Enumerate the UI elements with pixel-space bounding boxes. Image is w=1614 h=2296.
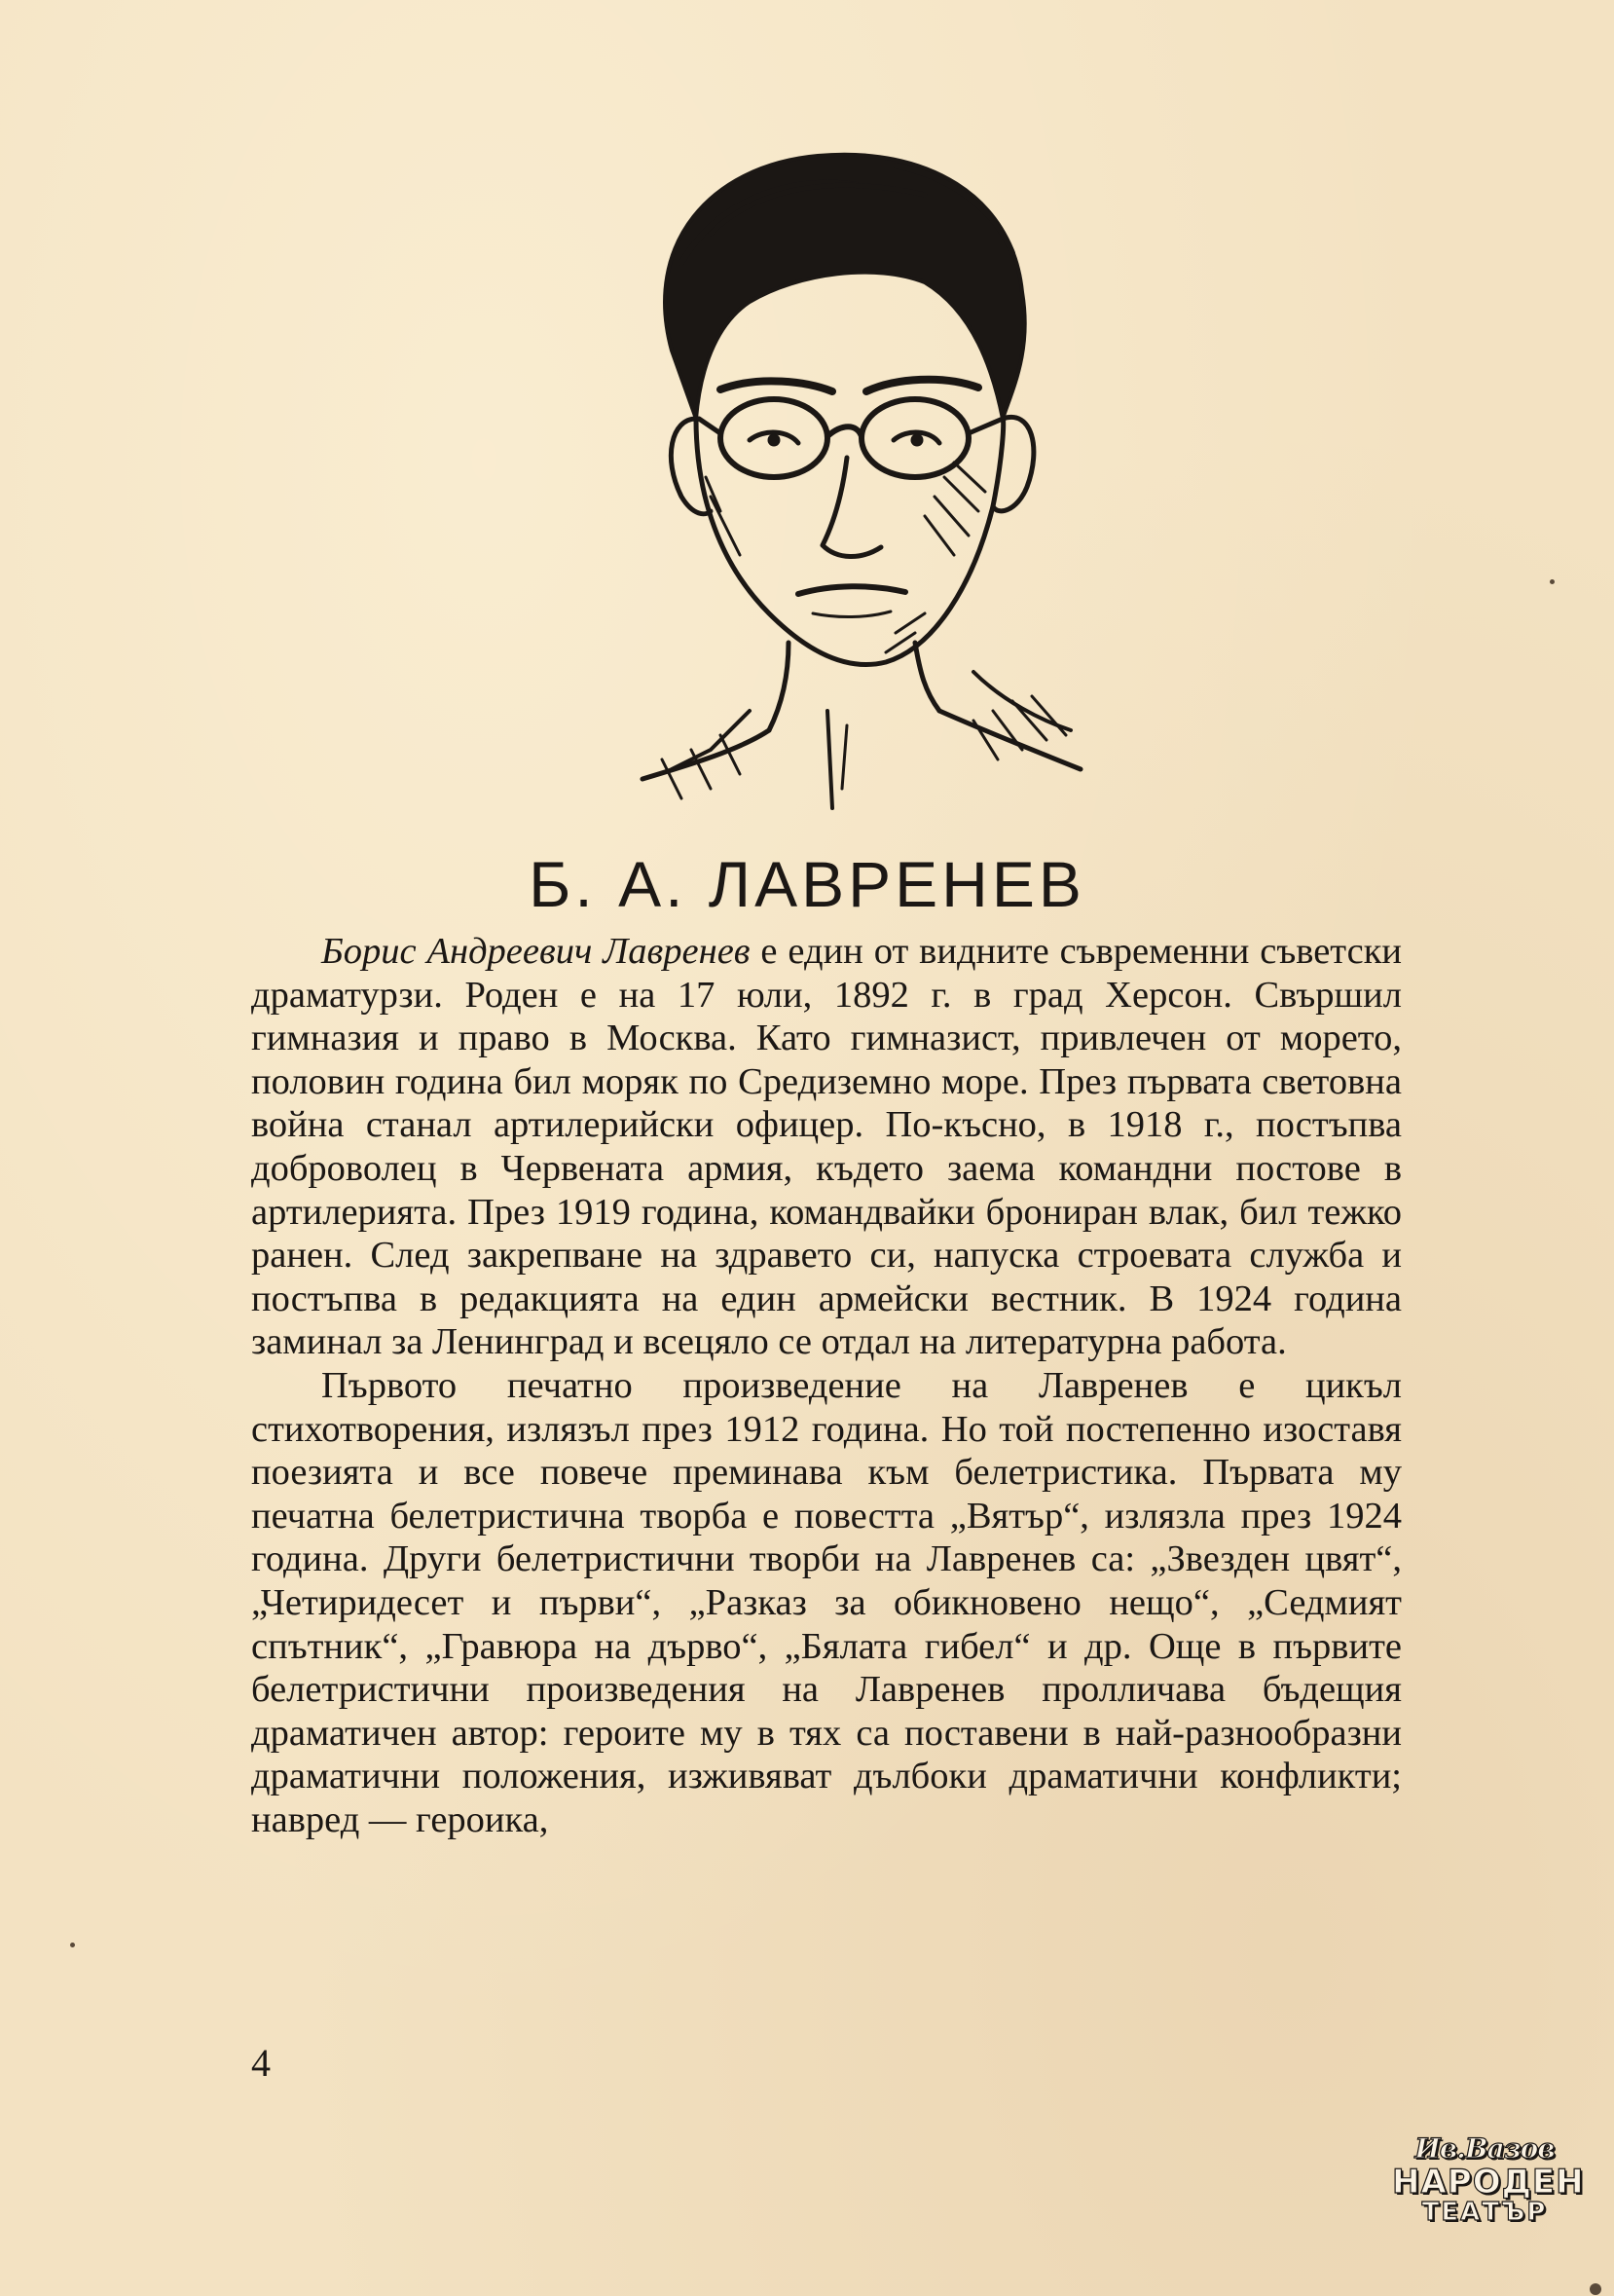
author-portrait-drawing [604, 127, 1090, 828]
stamp-signature: Ив.Вазов [1414, 2132, 1555, 2165]
paragraph-1 [251, 930, 1402, 1364]
paragraph-2: Първото печатно произведение на Лавренев е цикъл стихотворения, излязъл през 1912 година. Но той постепенно изоставя поезията и все повече преминава към белетристика. Първата му печатна белетристична творба е повестта „Вятър“, излязла през 1924 година. Други белетристични творби на Лавренев са: „Звезден цвят“, „Четиридесет и първи“, „Разказ за обикновено нещо“, „Седмият спътник“, „Гравюра на дърво“, „Бялата гибел“ и др. Още в първите белетристични произведения на Лавренев пролличава бъдещия драматичен автор: героите му в тях са поставени в най-разнообразни драматични положения, изживяват дълбоки драматични конфликти; навред — героика, [251, 1364, 1402, 1840]
paper-speck [70, 1943, 75, 1947]
paragraph-1-text: е един от видните съвременни съветски драматурзи. Роден е на 17 юли, 1892 г. в град Херсон. Свършил гимназия и право в Москва. Като гимназист, привлечен от морето, половин година бил моряк по Средиземно море. През първата световна война станал артилерийски офицер. По-късно, в 1918 г., постъпва доброволец в Червената армия, където заема командни постове в артилерията. През 1919 година, командвайки брониран влак, бил тежко ранен. След закрепване на здравето си, напуска строевата служба и постъпва в редакцията на един армейски вестник. В 1924 година заминал за Ленинград и всецяло се отдал на литературна работа. [251, 931, 1402, 1363]
author-full-name: Борис Андреевич Лавренев [321, 931, 751, 972]
paper-speck [1590, 2283, 1601, 2295]
stamp-line-1: НАРОДЕН [1392, 2163, 1585, 2202]
national-theatre-stamp-logo [1392, 2132, 1585, 2249]
author-title: Б. А. ЛАВРЕНЕВ [529, 848, 1085, 920]
paper-speck [1550, 579, 1555, 584]
stamp-line-2: ТЕАТЪР [1421, 2198, 1548, 2227]
biography-text [251, 930, 1402, 1841]
page-number: 4 [251, 2041, 271, 2085]
